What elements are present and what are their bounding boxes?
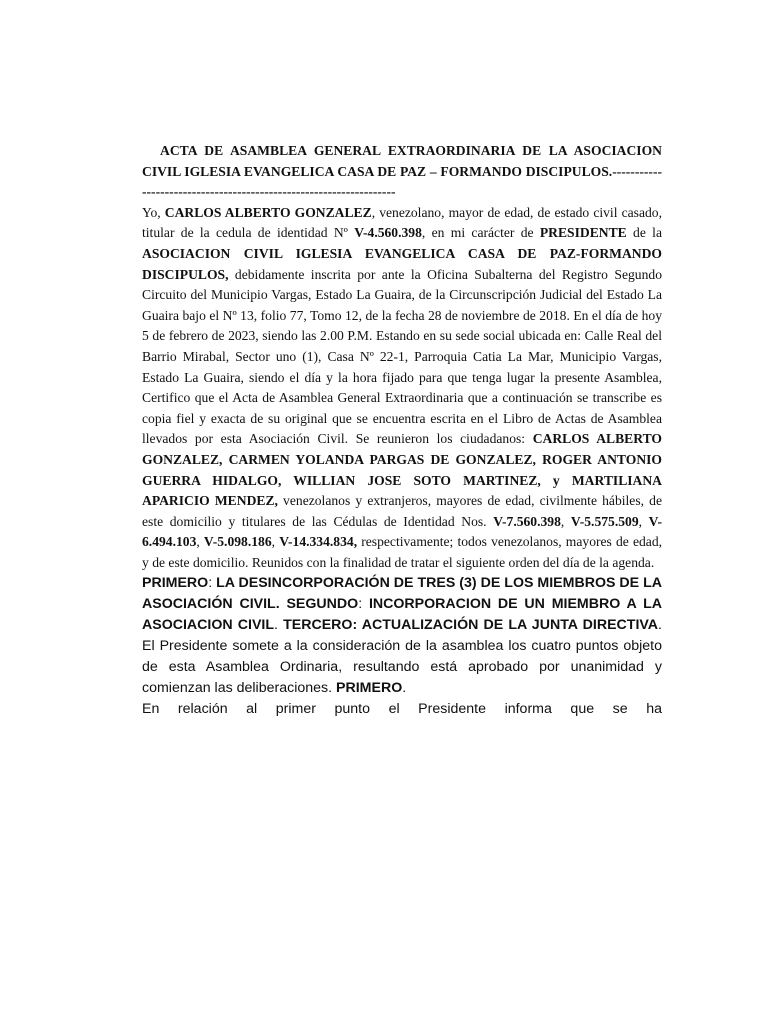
separator: : xyxy=(208,575,217,592)
separator: , xyxy=(560,513,571,529)
separator: , xyxy=(196,534,204,550)
member-id: V-14.334.834, xyxy=(279,534,358,550)
agenda-item-1: LA DESINCORPORACIÓN DE TRES (3) DE LOS MIEMBROS DE LA ASOCIACIÓN CIVIL. SEGUNDO xyxy=(142,575,662,613)
title-dashes: ------------------------------------------------------------------- xyxy=(142,163,662,200)
body-text: venezolanos y extranjeros, mayores de edad, civilmente hábiles, de este domicilio y titulares de las Cédulas de Identidad Nos. xyxy=(142,493,662,529)
body-text: debidamente inscrita por ante la Oficina Subalterna del Registro Segundo Circuito del Municipio Vargas, Estado La Guaira, de la Circunscripción Judicial del Estado La Guaira bajo el Nº 13, folio 77, Tomo 12, de la fecha 28 de noviembre de 2018. En el día de hoy 5 de febrero de 2023, siendo las 2.00 P.M. Estando en su sede social ubicada en: Calle Real del Barrio Mirabal, Sector uno (1), Casa Nº 22-1, Parroquia Catia La Mar, Municipio Vargas, Estado La Guaira, siendo el día y la hora fijado para que tenga lugar la presente Asamblea, Certifico que el Acta de Asamblea General Extraordinaria que a continuación se transcribe es copia fiel y exacta de su original que se encuentra escrita en el Libro de Actas de Asamblea llevados por esta Asociación Civil. Se reunieron los ciudadanos: xyxy=(142,266,662,447)
body-text: respectivamente; todos venezolanos, mayores de edad, y de este domicilio. Reunidos con la finalidad de tratar el siguiente orden del día de la agenda. xyxy=(142,534,663,570)
body-paragraph xyxy=(142,203,662,574)
document-title xyxy=(142,141,662,203)
role-label: PRESIDENTE xyxy=(539,225,627,241)
title-text: ACTA DE ASAMBLEA GENERAL EXTRAORDINARIA DE LA ASOCIACION CIVIL IGLESIA EVANGELICA CASA DE PAZ – FORMANDO DISCIPULOS. xyxy=(142,143,662,179)
body-text: de la xyxy=(626,225,662,241)
separator: , xyxy=(638,513,649,529)
agenda-last-line: En relación al primer punto el Presidente informa que se ha xyxy=(142,701,662,718)
member-id: V-7.560.398 xyxy=(493,513,561,529)
association-name: ASOCIACION CIVIL IGLESIA EVANGELICA CASA DE PAZ-FORMANDO DISCIPULOS, xyxy=(142,245,662,282)
separator: . xyxy=(402,680,407,697)
agenda-text: . El Presidente somete a la consideración de la asamblea los cuatro puntos objeto de esta Asamblea Ordinaria, resultando está aprobado por unanimidad y comienzan las deliberaciones. xyxy=(142,617,662,697)
agenda-label-primero: PRIMERO xyxy=(142,575,209,592)
document-text xyxy=(142,141,662,720)
body-text: , en mi carácter de xyxy=(421,225,540,241)
president-name: CARLOS ALBERTO GONZALEZ xyxy=(164,204,372,220)
member-id: V-6.494.103 xyxy=(142,513,662,550)
body-text: , venezolano, mayor de edad, de estado civil casado, titular de la cedula de identidad Nº xyxy=(142,204,662,241)
agenda-label-primero: PRIMERO xyxy=(336,680,403,697)
separator: , xyxy=(271,534,280,550)
agenda-paragraph xyxy=(142,573,662,699)
members-names: CARLOS ALBERTO GONZALEZ, CARMEN YOLANDA PARGAS DE GONZALEZ, ROGER ANTONIO GUERRA HIDALGO, WILLIAN JOSE SOTO MARTINEZ, y MARTILIANA APARICIO MENDEZ, xyxy=(142,431,662,509)
agenda-item-2: INCORPORACION DE UN MIEMBRO A LA ASOCIACION CIVIL xyxy=(142,596,662,634)
separator: : xyxy=(358,596,369,613)
body-text: Yo, xyxy=(142,204,165,220)
member-id: V-5.098.186 xyxy=(203,534,272,550)
member-id: V-5.575.509 xyxy=(570,513,639,529)
separator: . xyxy=(274,617,284,634)
president-id: V-4.560.398 xyxy=(354,225,422,241)
agenda-item-3: TERCERO: ACTUALIZACIÓN DE LA JUNTA DIRECTIVA xyxy=(283,617,659,634)
